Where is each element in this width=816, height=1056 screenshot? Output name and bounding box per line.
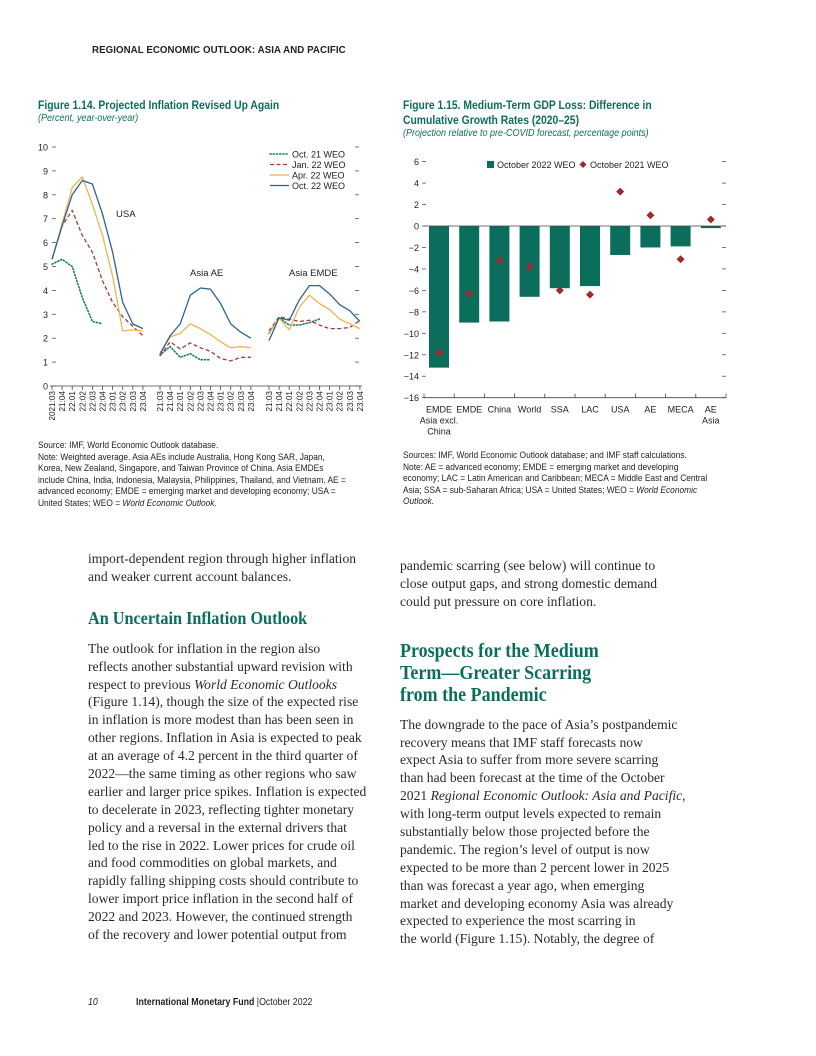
note-line: Korea, New Zealand, Singapore, and Taiwan Province of China. Asia EMDEs: [38, 463, 324, 474]
note-line: Source: IMF, World Economic Outlook database.: [38, 440, 219, 450]
legend-label: Jan. 22 WEO: [292, 159, 346, 170]
series-line-asia-emde: [269, 286, 360, 341]
legend-label: October 2022 WEO: [497, 160, 576, 170]
text-line: [88, 747, 378, 765]
y-tick-label: 8: [42, 190, 48, 201]
x-category-label: AE: [704, 404, 717, 415]
figure-115-subtitle: (Projection relative to pre-COVID forecast, percentage points): [403, 128, 649, 139]
x-tick-label: 21:04: [58, 391, 68, 412]
legend-swatch-diamond: [580, 161, 587, 168]
text-line: [88, 568, 378, 586]
diamond-october-2021-weo: [586, 291, 594, 299]
legend-label: October 2021 WEO: [590, 160, 669, 170]
x-tick-label: 21:03: [156, 391, 165, 412]
page-number: 10: [88, 997, 98, 1008]
text-line: [88, 765, 378, 783]
x-tick-label: 23:01: [325, 391, 335, 412]
text-line: [88, 854, 378, 872]
figure-114-subtitle: (Percent, year-over-year): [38, 113, 139, 124]
panel-label-asia-emde: Asia EMDE: [289, 268, 338, 279]
legend-label: Oct. 21 WEO: [292, 149, 346, 160]
text-line: [88, 890, 378, 908]
x-tick-label: 22:03: [305, 391, 315, 412]
text-run: market and developing economy Asia was already: [400, 895, 674, 911]
text-line: [88, 801, 378, 819]
y-tick-label: 2: [413, 200, 419, 211]
x-category-label: Asia excl.: [419, 415, 459, 426]
x-tick-label: 23:04: [355, 391, 365, 412]
text-line: [400, 575, 695, 593]
panel-label-asia-ae: Asia AE: [190, 268, 224, 279]
text-line: [400, 769, 695, 787]
x-tick-label: 23:03: [236, 391, 246, 412]
text-run: close output gaps, and strong domestic demand: [400, 575, 658, 591]
y-tick-label: 4: [413, 178, 419, 189]
bar-october-2022-weo: [520, 226, 540, 297]
figure-115-title-line-1: Figure 1.15. Medium-Term GDP Loss: Difference in: [403, 100, 652, 112]
x-tick-label: 22:03: [196, 391, 206, 412]
figure-114-notes: [38, 440, 346, 510]
section-heading-line: Prospects for the Medium: [400, 639, 599, 662]
figure-114-title: Figure 1.14. Projected Inflation Revised Up Again: [38, 100, 280, 112]
bar-october-2022-weo: [489, 226, 509, 321]
text-run: and food commodities on global markets, and: [88, 855, 337, 871]
text-line: [88, 837, 378, 855]
y-tick-label: 3: [42, 309, 48, 320]
x-tick-label: 22:02: [78, 391, 88, 412]
italic-title: Regional Economic Outlook: Asia and Pacific: [430, 788, 683, 804]
y-tick-label: −8: [408, 307, 419, 318]
legend-label: Apr. 22 WEO: [292, 170, 345, 181]
x-tick-label: 22:04: [206, 391, 216, 412]
bar-october-2022-weo: [429, 226, 449, 368]
text-run: earlier and larger price spikes. Inflation is expected: [88, 783, 367, 799]
x-tick-label: 22:02: [295, 391, 305, 412]
figure-115-title-line-2: Cumulative Growth Rates (2020–25): [403, 115, 580, 127]
note-line: Note: Weighted average. Asia AEs include Australia, Hong Kong SAR, Japan,: [38, 451, 325, 462]
y-tick-label: 5: [42, 262, 48, 272]
text-run: and weaker current account balances.: [88, 568, 292, 584]
text-run: could put pressure on core inflation.: [400, 593, 597, 609]
diamond-october-2021-weo: [707, 216, 715, 224]
text-line: [88, 640, 378, 658]
legend-swatch-bar: [487, 161, 494, 168]
diamond-october-2021-weo: [616, 188, 624, 196]
y-tick-label: −2: [408, 242, 419, 253]
text-line: [400, 823, 695, 841]
y-tick-label: −4: [408, 264, 419, 275]
note-line: Note: AE = advanced economy; EMDE = emerging market and developing: [403, 461, 679, 472]
section-heading: [400, 640, 695, 706]
text-run: expected to experience the most scarring in: [400, 913, 636, 929]
y-tick-label: 6: [42, 238, 48, 249]
text-line: [400, 805, 695, 823]
text-run: pandemic scarring (see below) will continue to: [400, 558, 656, 573]
text-run: 2022 and 2023. However, the continued strength: [88, 909, 353, 925]
text-run: of the recovery and lower potential output from: [88, 927, 347, 943]
text-run: in inflation is more modest than has been seen in: [88, 712, 354, 728]
text-run: import-dependent region through higher inflation: [88, 551, 357, 566]
figure-115-notes: [403, 450, 707, 508]
bar-october-2022-weo: [550, 226, 570, 288]
text-run: reflects another substantial upward revision with: [88, 658, 353, 674]
text-line: [88, 908, 378, 926]
y-tick-label: 0: [42, 381, 48, 392]
text-run: lower import price inflation in the second half of: [88, 891, 353, 907]
bar-october-2022-weo: [459, 226, 479, 323]
x-category-label: China: [487, 404, 512, 415]
x-tick-label: 22:04: [98, 391, 108, 412]
text-run: pandemic. The region’s level of output is now: [400, 841, 650, 857]
x-tick-label: 23:02: [335, 391, 345, 412]
x-category-label: EMDE: [456, 404, 483, 415]
text-run: The downgrade to the pace of Asia’s postpandemic: [400, 716, 678, 732]
text-line: [400, 557, 695, 575]
series-line-usa: [52, 180, 143, 328]
y-tick-label: 1: [42, 357, 48, 368]
figure-115-chart: [395, 150, 740, 445]
text-line: [400, 593, 695, 611]
text-run: led to the rise in 2022. Lower prices for crude oil: [88, 837, 355, 853]
note-line: advanced economy; EMDE = emerging market and developing economy; USA =: [38, 486, 336, 497]
text-line: [400, 841, 695, 859]
section-heading: An Uncertain Inflation Outlook: [88, 607, 308, 628]
running-header: REGIONAL ECONOMIC OUTLOOK: ASIA AND PACIFIC: [92, 44, 346, 56]
x-tick-label: 22:01: [285, 391, 295, 412]
text-line: [400, 734, 695, 752]
legend-label: Oct. 22 WEO: [292, 180, 346, 191]
left-text-column: [88, 550, 378, 944]
text-line: [88, 693, 378, 711]
text-run: substantially below those projected before the: [400, 824, 650, 840]
x-category-label: LAC: [581, 404, 599, 415]
text-run: at an average of 4.2 percent in the third quarter of: [88, 748, 358, 764]
x-category-label: World: [517, 404, 542, 415]
x-tick-label: 23:02: [226, 391, 236, 412]
note-line: Asia; SSA = sub-Saharan Africa; USA = United States; WEO = World Economic: [403, 484, 698, 495]
y-tick-label: 10: [37, 142, 48, 153]
x-tick-label: 23:04: [138, 391, 148, 412]
x-category-label: EMDE: [425, 404, 453, 415]
x-category-label: USA: [610, 404, 630, 415]
x-tick-label: 21:03: [265, 391, 274, 412]
figure-114-chart: [30, 140, 375, 440]
text-line: [88, 658, 378, 676]
x-category-label: SSA: [550, 404, 569, 415]
x-tick-label: 23:03: [128, 391, 138, 412]
x-tick-label: 22:01: [176, 391, 186, 412]
x-category-label: AE: [644, 404, 657, 415]
section-heading-line: from the Pandemic: [400, 683, 547, 706]
text-run: expected to be more than 2 percent lower in 2025: [400, 859, 670, 875]
italic-title: World Economic Outlooks: [194, 676, 338, 692]
x-tick-label: 23:01: [216, 391, 226, 412]
text-line: [400, 895, 695, 913]
text-run: to decelerate in 2023, reflecting tighter monetary: [88, 801, 355, 817]
x-tick-label: 2021:03: [48, 391, 57, 421]
x-tick-label: 22:01: [68, 391, 78, 412]
text-line: [88, 819, 378, 837]
text-line: [88, 676, 378, 694]
section-heading-line: Term—Greater Scarring: [400, 661, 592, 684]
text-run: respect to previous: [88, 676, 195, 692]
text-line: [88, 926, 378, 944]
text-line: [400, 859, 695, 877]
text-run: ,: [682, 788, 686, 804]
text-run: expect Asia to suffer from more severe scarring: [400, 752, 659, 768]
text-run: 2021: [400, 788, 431, 804]
text-line: [400, 877, 695, 895]
text-run: policy and a reversal in the external drivers that: [88, 819, 347, 835]
text-run: rapidly falling shipping costs should contribute to: [88, 873, 359, 889]
text-line: [400, 716, 695, 734]
x-tick-label: 23:02: [118, 391, 128, 412]
bar-october-2022-weo: [640, 226, 660, 247]
y-tick-label: 9: [42, 166, 48, 177]
text-line: [88, 711, 378, 729]
footer-separator: |: [256, 997, 260, 1008]
note-line: economy; LAC = Latin American and Caribbean; MECA = Middle East and Central: [403, 473, 708, 484]
x-tick-label: 21:04: [166, 391, 176, 412]
text-run: with long-term output levels expected to remain: [400, 806, 662, 822]
y-tick-label: −10: [403, 328, 419, 339]
panel-label-usa: USA: [116, 209, 136, 220]
x-tick-label: 22:02: [186, 391, 196, 412]
x-tick-label: 21:04: [275, 391, 285, 412]
x-tick-label: 23:01: [108, 391, 118, 412]
x-category-label: Asia: [702, 415, 720, 426]
y-tick-label: −16: [403, 393, 419, 404]
footer-date: October 2022: [259, 997, 313, 1008]
bar-october-2022-weo: [580, 226, 600, 286]
text-run: than was forecast a year ago, when emerging: [400, 877, 645, 893]
text-line: [88, 729, 378, 747]
text-line: [400, 787, 695, 805]
text-line: [88, 872, 378, 890]
footer-publisher: International Monetary Fund: [136, 997, 255, 1008]
note-line: [403, 496, 707, 508]
text-line: [400, 912, 695, 930]
text-line: [88, 783, 378, 801]
text-run: recovery means that IMF staff forecasts now: [400, 734, 643, 750]
bar-october-2022-weo: [671, 226, 691, 246]
y-tick-label: 2: [42, 333, 48, 344]
y-tick-label: 6: [413, 157, 419, 168]
footer-publication: [136, 997, 312, 1008]
text-run: (Figure 1.14), though the size of the expected rise: [88, 694, 359, 710]
text-line: [88, 550, 378, 568]
y-tick-label: −14: [403, 371, 419, 382]
note-line: Sources: IMF, World Economic Outlook database; and IMF staff calculations.: [403, 450, 687, 460]
text-run: other regions. Inflation in Asia is expected to peak: [88, 730, 362, 746]
x-category-label: China: [427, 426, 451, 437]
y-tick-label: −6: [408, 285, 419, 296]
right-text-column: [400, 557, 695, 948]
text-run: the world (Figure 1.15). Notably, the degree of: [400, 931, 655, 947]
x-category-label: MECA: [667, 404, 694, 415]
note-italic: World Economic Outlook.: [122, 497, 217, 508]
y-tick-label: −12: [403, 350, 419, 361]
note-line: United States; WEO = World Economic Outlook.: [38, 497, 217, 508]
text-run: The outlook for inflation in the region also: [88, 640, 321, 656]
x-tick-label: 23:03: [345, 391, 355, 412]
note-italic: Outlook.: [403, 496, 435, 507]
text-run: than had been forecast at the time of the October: [400, 770, 665, 786]
diamond-october-2021-weo: [646, 211, 654, 219]
x-tick-label: 22:04: [315, 391, 325, 412]
y-tick-label: 7: [42, 214, 48, 225]
bar-october-2022-weo: [610, 226, 630, 255]
text-line: [400, 930, 695, 948]
note-italic: World Economic: [636, 484, 698, 495]
x-tick-label: 22:03: [88, 391, 98, 412]
series-line-usa: [52, 259, 103, 324]
y-tick-label: 0: [413, 221, 419, 232]
x-tick-label: 23:04: [246, 391, 256, 412]
text-line: [400, 751, 695, 769]
y-tick-label: 4: [42, 285, 48, 296]
text-run: 2022—the same timing as other regions who saw: [88, 766, 357, 782]
diamond-october-2021-weo: [677, 255, 685, 263]
note-line: include China, India, Indonesia, Malaysia, Philippines, Thailand, and Vietnam. AE =: [38, 474, 346, 485]
